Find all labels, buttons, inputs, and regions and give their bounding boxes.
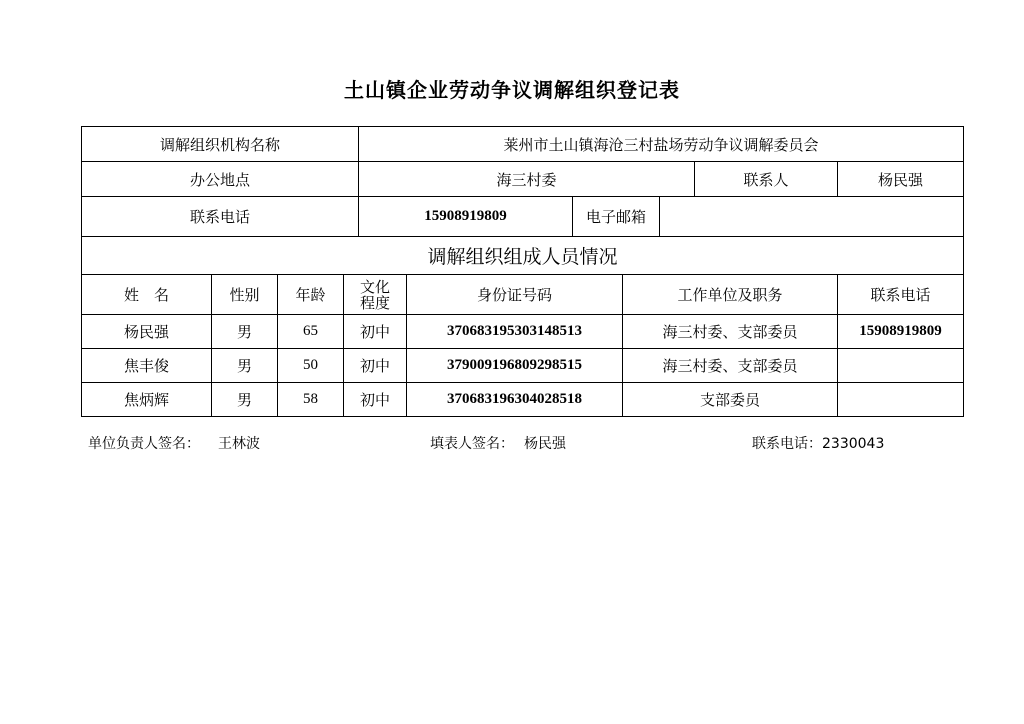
member-phone (838, 349, 964, 383)
email-label: 电子邮箱 (573, 197, 660, 237)
leader-signature (88, 433, 260, 453)
leader-signature-label: 单位负责人签名： (88, 436, 200, 452)
form-title: 土山镇企业劳动争议调解组织登记表 (344, 78, 680, 102)
phone-value: 15908919809 (359, 197, 573, 237)
member-name: 焦炳辉 (82, 383, 212, 417)
address-label: 办公地点 (82, 162, 359, 197)
member-education: 初中 (344, 383, 407, 417)
member-work: 海三村委、支部委员 (623, 349, 838, 383)
member-row (82, 315, 964, 349)
member-name: 焦丰俊 (82, 349, 212, 383)
member-age: 50 (278, 349, 344, 383)
member-age: 65 (278, 315, 344, 349)
address-value: 海三村委 (359, 162, 695, 197)
member-phone (838, 383, 964, 417)
footer-phone-value: 2330043 (822, 436, 885, 452)
email-value (660, 197, 964, 237)
org-name-label: 调解组织机构名称 (82, 127, 359, 162)
contact-person-label: 联系人 (695, 162, 838, 197)
address-row (82, 162, 964, 197)
member-gender: 男 (212, 349, 278, 383)
filler-signature-value: 杨民强 (524, 436, 566, 452)
member-education: 初中 (344, 349, 407, 383)
member-row (82, 383, 964, 417)
member-age: 58 (278, 383, 344, 417)
member-row (82, 349, 964, 383)
member-gender: 男 (212, 315, 278, 349)
members-header-row (82, 275, 964, 315)
member-work: 海三村委、支部委员 (623, 315, 838, 349)
leader-signature-value: 王林波 (218, 436, 260, 452)
header-education (344, 275, 407, 315)
member-id-number: 370683196304028518 (407, 383, 623, 417)
member-education: 初中 (344, 315, 407, 349)
footer-phone (752, 433, 884, 453)
filler-signature-label: 填表人签名： (430, 436, 514, 452)
header-education-line1: 文化 (360, 277, 391, 296)
header-age: 年龄 (278, 275, 344, 315)
members-heading-row (82, 237, 964, 275)
header-work: 工作单位及职务 (623, 275, 838, 315)
phone-email-row (82, 197, 964, 237)
filler-signature (430, 433, 566, 453)
member-phone: 15908919809 (838, 315, 964, 349)
org-name-value: 莱州市土山镇海沧三村盐场劳动争议调解委员会 (359, 127, 964, 162)
contact-person-value: 杨民强 (838, 162, 964, 197)
org-name-row (82, 127, 964, 162)
header-name: 姓 名 (82, 275, 212, 315)
header-phone: 联系电话 (838, 275, 964, 315)
header-gender: 性别 (212, 275, 278, 315)
members-heading: 调解组织组成人员情况 (82, 237, 964, 275)
member-gender: 男 (212, 383, 278, 417)
phone-label: 联系电话 (82, 197, 359, 237)
member-id-number: 379009196809298515 (407, 349, 623, 383)
header-id-number: 身份证号码 (407, 275, 623, 315)
member-name: 杨民强 (82, 315, 212, 349)
footer-phone-label: 联系电话： (752, 436, 822, 452)
member-work: 支部委员 (623, 383, 838, 417)
member-id-number: 370683195303148513 (407, 315, 623, 349)
registration-table (81, 126, 964, 417)
header-education-line2: 程度 (360, 293, 391, 312)
